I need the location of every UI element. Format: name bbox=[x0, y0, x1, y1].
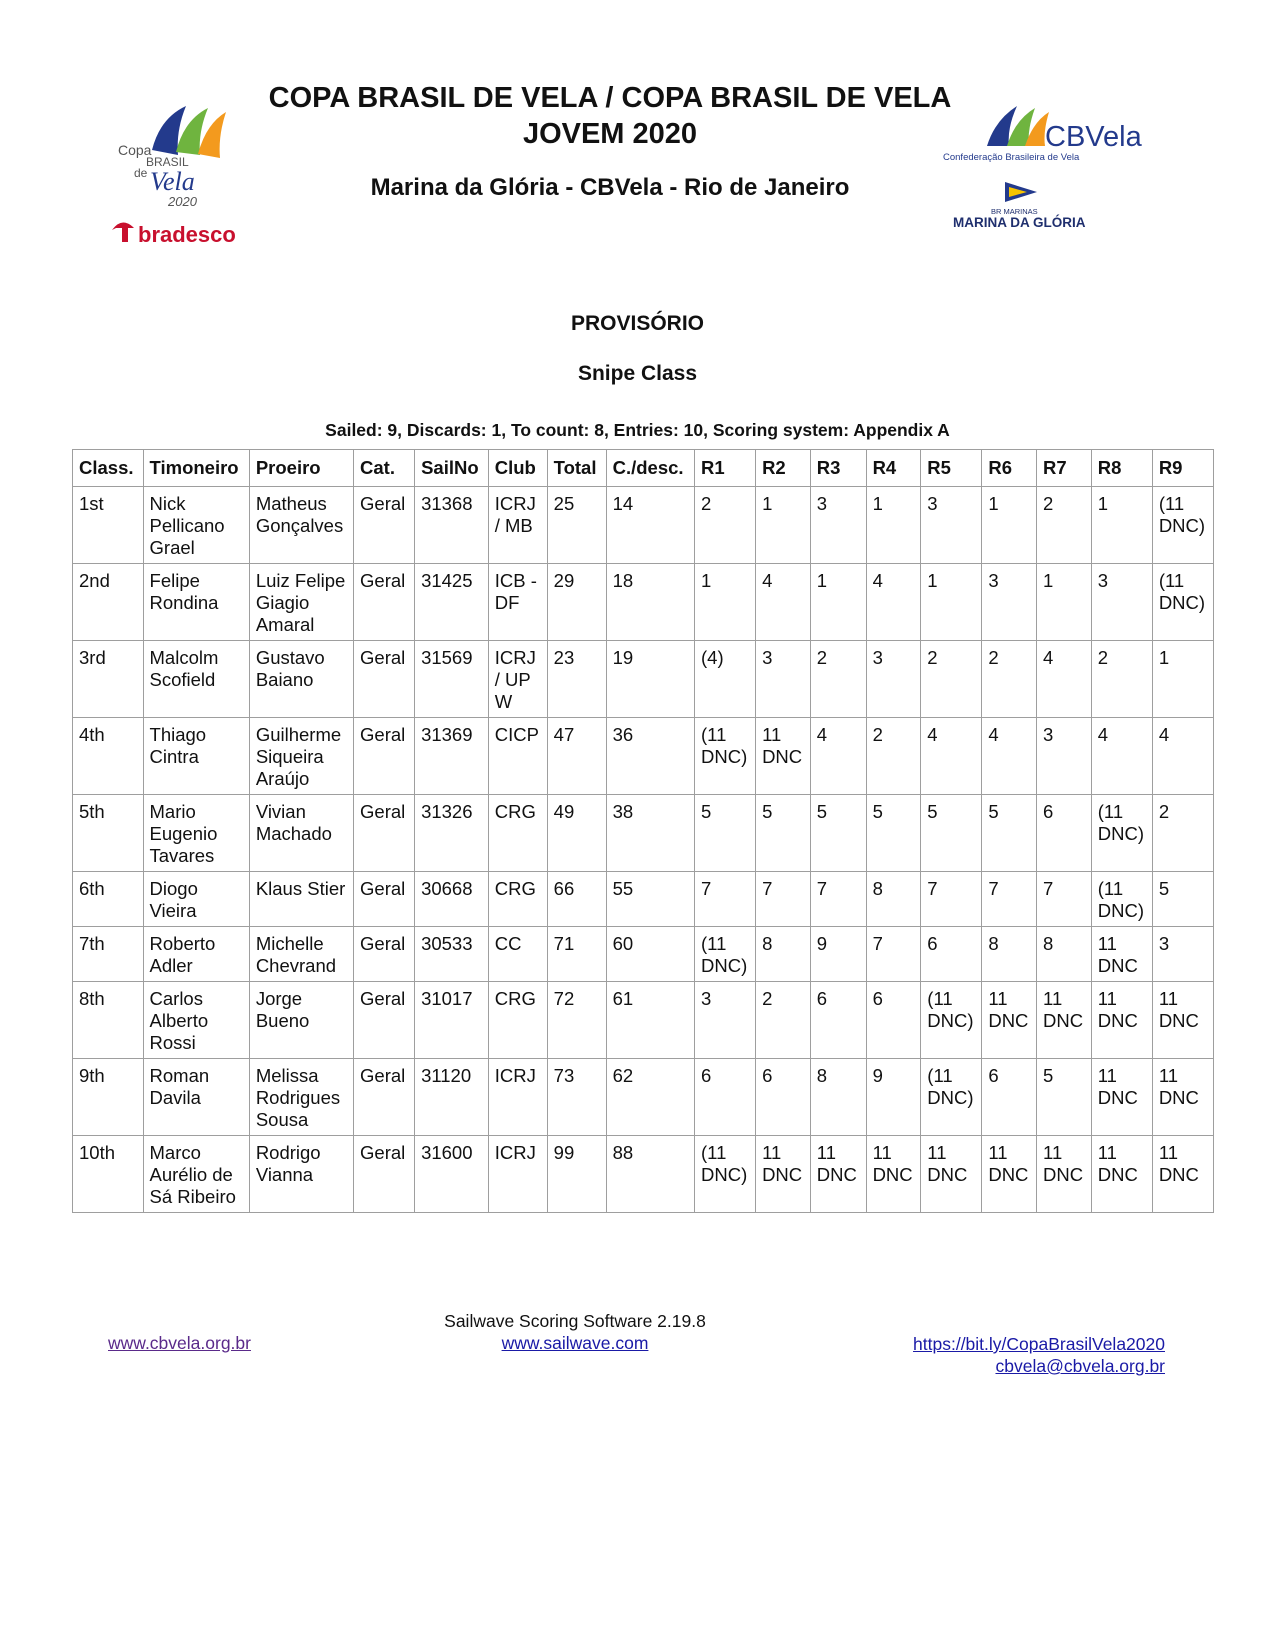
helm-cell: Malcolm Scofield bbox=[143, 641, 249, 718]
race-7-cell: 3 bbox=[1037, 718, 1092, 795]
helm-cell: Nick Pellicano Grael bbox=[143, 487, 249, 564]
column-header: Total bbox=[547, 450, 606, 487]
race-6-cell: 2 bbox=[982, 641, 1037, 718]
column-header: Proeiro bbox=[249, 450, 353, 487]
logo-text-vela: Vela bbox=[150, 167, 195, 196]
footer-left bbox=[108, 1333, 251, 1354]
race-6-cell: 3 bbox=[982, 564, 1037, 641]
results-table bbox=[72, 449, 1214, 1213]
helm-cell: Thiago Cintra bbox=[143, 718, 249, 795]
crew-cell: Matheus Gonçalves bbox=[249, 487, 353, 564]
race-6-cell: 11 DNC bbox=[982, 1136, 1037, 1213]
category-cell: Geral bbox=[354, 641, 415, 718]
race-7-cell: 11 DNC bbox=[1037, 982, 1092, 1059]
race-2-cell: 4 bbox=[756, 564, 811, 641]
race-2-cell: 1 bbox=[756, 487, 811, 564]
column-header: Cat. bbox=[354, 450, 415, 487]
race-7-cell: 2 bbox=[1037, 487, 1092, 564]
net-cell: 62 bbox=[606, 1059, 694, 1136]
bradesco-text: bradesco bbox=[138, 222, 236, 247]
rank-cell: 9th bbox=[73, 1059, 144, 1136]
copa-brasil-de-vela-logo bbox=[108, 100, 243, 260]
race-6-cell: 1 bbox=[982, 487, 1037, 564]
race-7-cell: 8 bbox=[1037, 927, 1092, 982]
net-cell: 36 bbox=[606, 718, 694, 795]
category-cell: Geral bbox=[354, 872, 415, 927]
table-row bbox=[73, 795, 1214, 872]
race-1-cell: (11 DNC) bbox=[695, 718, 756, 795]
total-cell: 23 bbox=[547, 641, 606, 718]
rank-cell: 2nd bbox=[73, 564, 144, 641]
category-cell: Geral bbox=[354, 1059, 415, 1136]
helm-cell: Roberto Adler bbox=[143, 927, 249, 982]
sail-number-cell: 30533 bbox=[415, 927, 489, 982]
club-cell: ICB - DF bbox=[488, 564, 547, 641]
race-2-cell: 5 bbox=[756, 795, 811, 872]
race-5-cell: 7 bbox=[921, 872, 982, 927]
race-5-cell: (11 DNC) bbox=[921, 982, 982, 1059]
logo-text-brasil: BRASIL bbox=[146, 155, 189, 169]
club-cell: CRG bbox=[488, 872, 547, 927]
column-header: R1 bbox=[695, 450, 756, 487]
table-row bbox=[73, 487, 1214, 564]
class-name: Snipe Class bbox=[577, 362, 698, 385]
category-cell: Geral bbox=[354, 1136, 415, 1213]
marina-small-text: BR MARINAS bbox=[991, 207, 1038, 216]
race-8-cell: 3 bbox=[1091, 564, 1152, 641]
column-header: R2 bbox=[756, 450, 811, 487]
race-5-cell: (11 DNC) bbox=[921, 1059, 982, 1136]
race-1-cell: 3 bbox=[695, 982, 756, 1059]
race-4-cell: 2 bbox=[866, 718, 921, 795]
crew-cell: Luiz Felipe Giagio Amaral bbox=[249, 564, 353, 641]
club-cell: ICRJ / MB bbox=[488, 487, 547, 564]
helm-cell: Marco Aurélio de Sá Ribeiro bbox=[143, 1136, 249, 1213]
race-4-cell: 11 DNC bbox=[866, 1136, 921, 1213]
race-9-cell: 2 bbox=[1152, 795, 1213, 872]
race-9-cell: 4 bbox=[1152, 718, 1213, 795]
race-9-cell: (11 DNC) bbox=[1152, 564, 1213, 641]
club-cell: CRG bbox=[488, 982, 547, 1059]
race-3-cell: 9 bbox=[810, 927, 866, 982]
net-cell: 38 bbox=[606, 795, 694, 872]
rank-cell: 4th bbox=[73, 718, 144, 795]
race-8-cell: 11 DNC bbox=[1091, 1136, 1152, 1213]
race-9-cell: 11 DNC bbox=[1152, 982, 1213, 1059]
title-line-2: JOVEM 2020 bbox=[522, 118, 698, 150]
race-8-cell: 11 DNC bbox=[1091, 927, 1152, 982]
race-3-cell: 6 bbox=[810, 982, 866, 1059]
race-2-cell: 8 bbox=[756, 927, 811, 982]
race-8-cell: 4 bbox=[1091, 718, 1152, 795]
sail-number-cell: 31326 bbox=[415, 795, 489, 872]
sail-number-cell: 31120 bbox=[415, 1059, 489, 1136]
race-4-cell: 7 bbox=[866, 927, 921, 982]
column-header: Class. bbox=[73, 450, 144, 487]
document-title bbox=[240, 80, 980, 152]
column-header: R3 bbox=[810, 450, 866, 487]
sail-number-cell: 30668 bbox=[415, 872, 489, 927]
race-8-cell: 1 bbox=[1091, 487, 1152, 564]
cbvela-logo bbox=[943, 100, 1160, 250]
marina-text: MARINA DA GLÓRIA bbox=[953, 215, 1086, 230]
race-5-cell: 1 bbox=[921, 564, 982, 641]
race-5-cell: 2 bbox=[921, 641, 982, 718]
category-cell: Geral bbox=[354, 487, 415, 564]
category-cell: Geral bbox=[354, 982, 415, 1059]
crew-cell: Guilherme Siqueira Araújo bbox=[249, 718, 353, 795]
race-1-cell: (11 DNC) bbox=[695, 927, 756, 982]
race-2-cell: 2 bbox=[756, 982, 811, 1059]
race-6-cell: 11 DNC bbox=[982, 982, 1037, 1059]
race-6-cell: 4 bbox=[982, 718, 1037, 795]
race-4-cell: 8 bbox=[866, 872, 921, 927]
race-8-cell: (11 DNC) bbox=[1091, 872, 1152, 927]
race-7-cell: 1 bbox=[1037, 564, 1092, 641]
race-4-cell: 3 bbox=[866, 641, 921, 718]
title-line-1: COPA BRASIL DE VELA / COPA BRASIL DE VELA bbox=[268, 82, 952, 114]
race-3-cell: 3 bbox=[810, 487, 866, 564]
race-3-cell: 2 bbox=[810, 641, 866, 718]
race-2-cell: 11 DNC bbox=[756, 718, 811, 795]
cbvela-tagline-text: Confederação Brasileira de Vela bbox=[943, 152, 1080, 163]
race-9-cell: 5 bbox=[1152, 872, 1213, 927]
helm-cell: Carlos Alberto Rossi bbox=[143, 982, 249, 1059]
race-3-cell: 11 DNC bbox=[810, 1136, 866, 1213]
event-short-link[interactable]: https://bit.ly/CopaBrasilVela2020 bbox=[913, 1334, 1165, 1354]
total-cell: 47 bbox=[547, 718, 606, 795]
club-cell: CRG bbox=[488, 795, 547, 872]
rank-cell: 6th bbox=[73, 872, 144, 927]
club-cell: CC bbox=[488, 927, 547, 982]
race-9-cell: 3 bbox=[1152, 927, 1213, 982]
email-link[interactable]: cbvela@cbvela.org.br bbox=[995, 1356, 1165, 1376]
crew-cell: Gustavo Baiano bbox=[249, 641, 353, 718]
category-cell: Geral bbox=[354, 927, 415, 982]
logo-text-copa: Copa bbox=[118, 142, 152, 158]
cbvela-website-link[interactable]: www.cbvela.org.br bbox=[108, 1333, 251, 1353]
table-header-row bbox=[73, 450, 1214, 487]
club-cell: ICRJ bbox=[488, 1059, 547, 1136]
race-4-cell: 1 bbox=[866, 487, 921, 564]
sail-number-cell: 31368 bbox=[415, 487, 489, 564]
table-row bbox=[73, 872, 1214, 927]
series-summary: Sailed: 9, Discards: 1, To count: 8, Entries: 10, Scoring system: Appendix A bbox=[325, 420, 950, 440]
club-cell: ICRJ / UPW bbox=[488, 641, 547, 718]
race-5-cell: 4 bbox=[921, 718, 982, 795]
column-header: R7 bbox=[1037, 450, 1092, 487]
column-header: R8 bbox=[1091, 450, 1152, 487]
sailwave-link[interactable]: www.sailwave.com bbox=[501, 1333, 649, 1353]
column-header: C./desc. bbox=[606, 450, 694, 487]
category-cell: Geral bbox=[354, 718, 415, 795]
category-cell: Geral bbox=[354, 564, 415, 641]
column-header: SailNo bbox=[415, 450, 489, 487]
table-row bbox=[73, 718, 1214, 795]
total-cell: 72 bbox=[547, 982, 606, 1059]
helm-cell: Roman Davila bbox=[143, 1059, 249, 1136]
race-4-cell: 6 bbox=[866, 982, 921, 1059]
rank-cell: 3rd bbox=[73, 641, 144, 718]
crew-cell: Klaus Stier bbox=[249, 872, 353, 927]
crew-cell: Vivian Machado bbox=[249, 795, 353, 872]
race-1-cell: 6 bbox=[695, 1059, 756, 1136]
column-header: R9 bbox=[1152, 450, 1213, 487]
race-3-cell: 5 bbox=[810, 795, 866, 872]
race-8-cell: 11 DNC bbox=[1091, 982, 1152, 1059]
race-5-cell: 6 bbox=[921, 927, 982, 982]
race-5-cell: 11 DNC bbox=[921, 1136, 982, 1213]
race-1-cell: 5 bbox=[695, 795, 756, 872]
race-7-cell: 7 bbox=[1037, 872, 1092, 927]
table-row bbox=[73, 641, 1214, 718]
race-2-cell: 6 bbox=[756, 1059, 811, 1136]
race-9-cell: 1 bbox=[1152, 641, 1213, 718]
race-7-cell: 6 bbox=[1037, 795, 1092, 872]
race-2-cell: 3 bbox=[756, 641, 811, 718]
logo-text-year: 2020 bbox=[168, 194, 197, 209]
total-cell: 99 bbox=[547, 1136, 606, 1213]
column-header: Timoneiro bbox=[143, 450, 249, 487]
race-2-cell: 7 bbox=[756, 872, 811, 927]
race-1-cell: 7 bbox=[695, 872, 756, 927]
race-6-cell: 6 bbox=[982, 1059, 1037, 1136]
table-row bbox=[73, 564, 1214, 641]
logo-text-de: de bbox=[134, 166, 148, 180]
rank-cell: 1st bbox=[73, 487, 144, 564]
crew-cell: Michelle Chevrand bbox=[249, 927, 353, 982]
bradesco-tree-icon bbox=[112, 222, 134, 242]
club-cell: CICP bbox=[488, 718, 547, 795]
category-cell: Geral bbox=[354, 795, 415, 872]
total-cell: 25 bbox=[547, 487, 606, 564]
column-header: R6 bbox=[982, 450, 1037, 487]
race-4-cell: 5 bbox=[866, 795, 921, 872]
table-row bbox=[73, 927, 1214, 982]
table-row bbox=[73, 982, 1214, 1059]
race-6-cell: 7 bbox=[982, 872, 1037, 927]
race-1-cell: 1 bbox=[695, 564, 756, 641]
total-cell: 66 bbox=[547, 872, 606, 927]
crew-cell: Rodrigo Vianna bbox=[249, 1136, 353, 1213]
helm-cell: Diogo Vieira bbox=[143, 872, 249, 927]
race-3-cell: 8 bbox=[810, 1059, 866, 1136]
total-cell: 49 bbox=[547, 795, 606, 872]
total-cell: 29 bbox=[547, 564, 606, 641]
crew-cell: Jorge Bueno bbox=[249, 982, 353, 1059]
table-row bbox=[73, 1136, 1214, 1213]
rank-cell: 5th bbox=[73, 795, 144, 872]
race-8-cell: 2 bbox=[1091, 641, 1152, 718]
race-4-cell: 4 bbox=[866, 564, 921, 641]
net-cell: 55 bbox=[606, 872, 694, 927]
cbvela-brand-text: CBVela bbox=[1045, 121, 1142, 153]
race-3-cell: 4 bbox=[810, 718, 866, 795]
race-5-cell: 3 bbox=[921, 487, 982, 564]
race-3-cell: 1 bbox=[810, 564, 866, 641]
race-7-cell: 4 bbox=[1037, 641, 1092, 718]
net-cell: 60 bbox=[606, 927, 694, 982]
race-1-cell: 2 bbox=[695, 487, 756, 564]
sail-number-cell: 31369 bbox=[415, 718, 489, 795]
table-row bbox=[73, 1059, 1214, 1136]
footer-right bbox=[913, 1333, 1165, 1377]
sail-number-cell: 31017 bbox=[415, 982, 489, 1059]
race-9-cell: 11 DNC bbox=[1152, 1059, 1213, 1136]
race-8-cell: 11 DNC bbox=[1091, 1059, 1152, 1136]
race-6-cell: 5 bbox=[982, 795, 1037, 872]
column-header: R4 bbox=[866, 450, 921, 487]
net-cell: 88 bbox=[606, 1136, 694, 1213]
race-4-cell: 9 bbox=[866, 1059, 921, 1136]
net-cell: 19 bbox=[606, 641, 694, 718]
rank-cell: 10th bbox=[73, 1136, 144, 1213]
race-9-cell: (11 DNC) bbox=[1152, 487, 1213, 564]
sail-number-cell: 31569 bbox=[415, 641, 489, 718]
rank-cell: 7th bbox=[73, 927, 144, 982]
race-9-cell: 11 DNC bbox=[1152, 1136, 1213, 1213]
net-cell: 14 bbox=[606, 487, 694, 564]
helm-cell: Mario Eugenio Tavares bbox=[143, 795, 249, 872]
race-2-cell: 11 DNC bbox=[756, 1136, 811, 1213]
race-1-cell: (4) bbox=[695, 641, 756, 718]
column-header: Club bbox=[488, 450, 547, 487]
sail-number-cell: 31600 bbox=[415, 1136, 489, 1213]
total-cell: 73 bbox=[547, 1059, 606, 1136]
crew-cell: Melissa Rodrigues Sousa bbox=[249, 1059, 353, 1136]
sail-number-cell: 31425 bbox=[415, 564, 489, 641]
club-cell: ICRJ bbox=[488, 1136, 547, 1213]
software-name: Sailwave Scoring Software 2.19.8 bbox=[444, 1311, 706, 1331]
net-cell: 61 bbox=[606, 982, 694, 1059]
total-cell: 71 bbox=[547, 927, 606, 982]
race-1-cell: (11 DNC) bbox=[695, 1136, 756, 1213]
race-8-cell: (11 DNC) bbox=[1091, 795, 1152, 872]
race-7-cell: 5 bbox=[1037, 1059, 1092, 1136]
column-header: R5 bbox=[921, 450, 982, 487]
race-6-cell: 8 bbox=[982, 927, 1037, 982]
net-cell: 18 bbox=[606, 564, 694, 641]
results-body bbox=[73, 487, 1214, 1213]
race-5-cell: 5 bbox=[921, 795, 982, 872]
race-3-cell: 7 bbox=[810, 872, 866, 927]
rank-cell: 8th bbox=[73, 982, 144, 1059]
helm-cell: Felipe Rondina bbox=[143, 564, 249, 641]
document-subtitle: Marina da Glória - CBVela - Rio de Janeiro bbox=[370, 174, 850, 201]
status-label: PROVISÓRIO bbox=[570, 312, 705, 335]
race-7-cell: 11 DNC bbox=[1037, 1136, 1092, 1213]
